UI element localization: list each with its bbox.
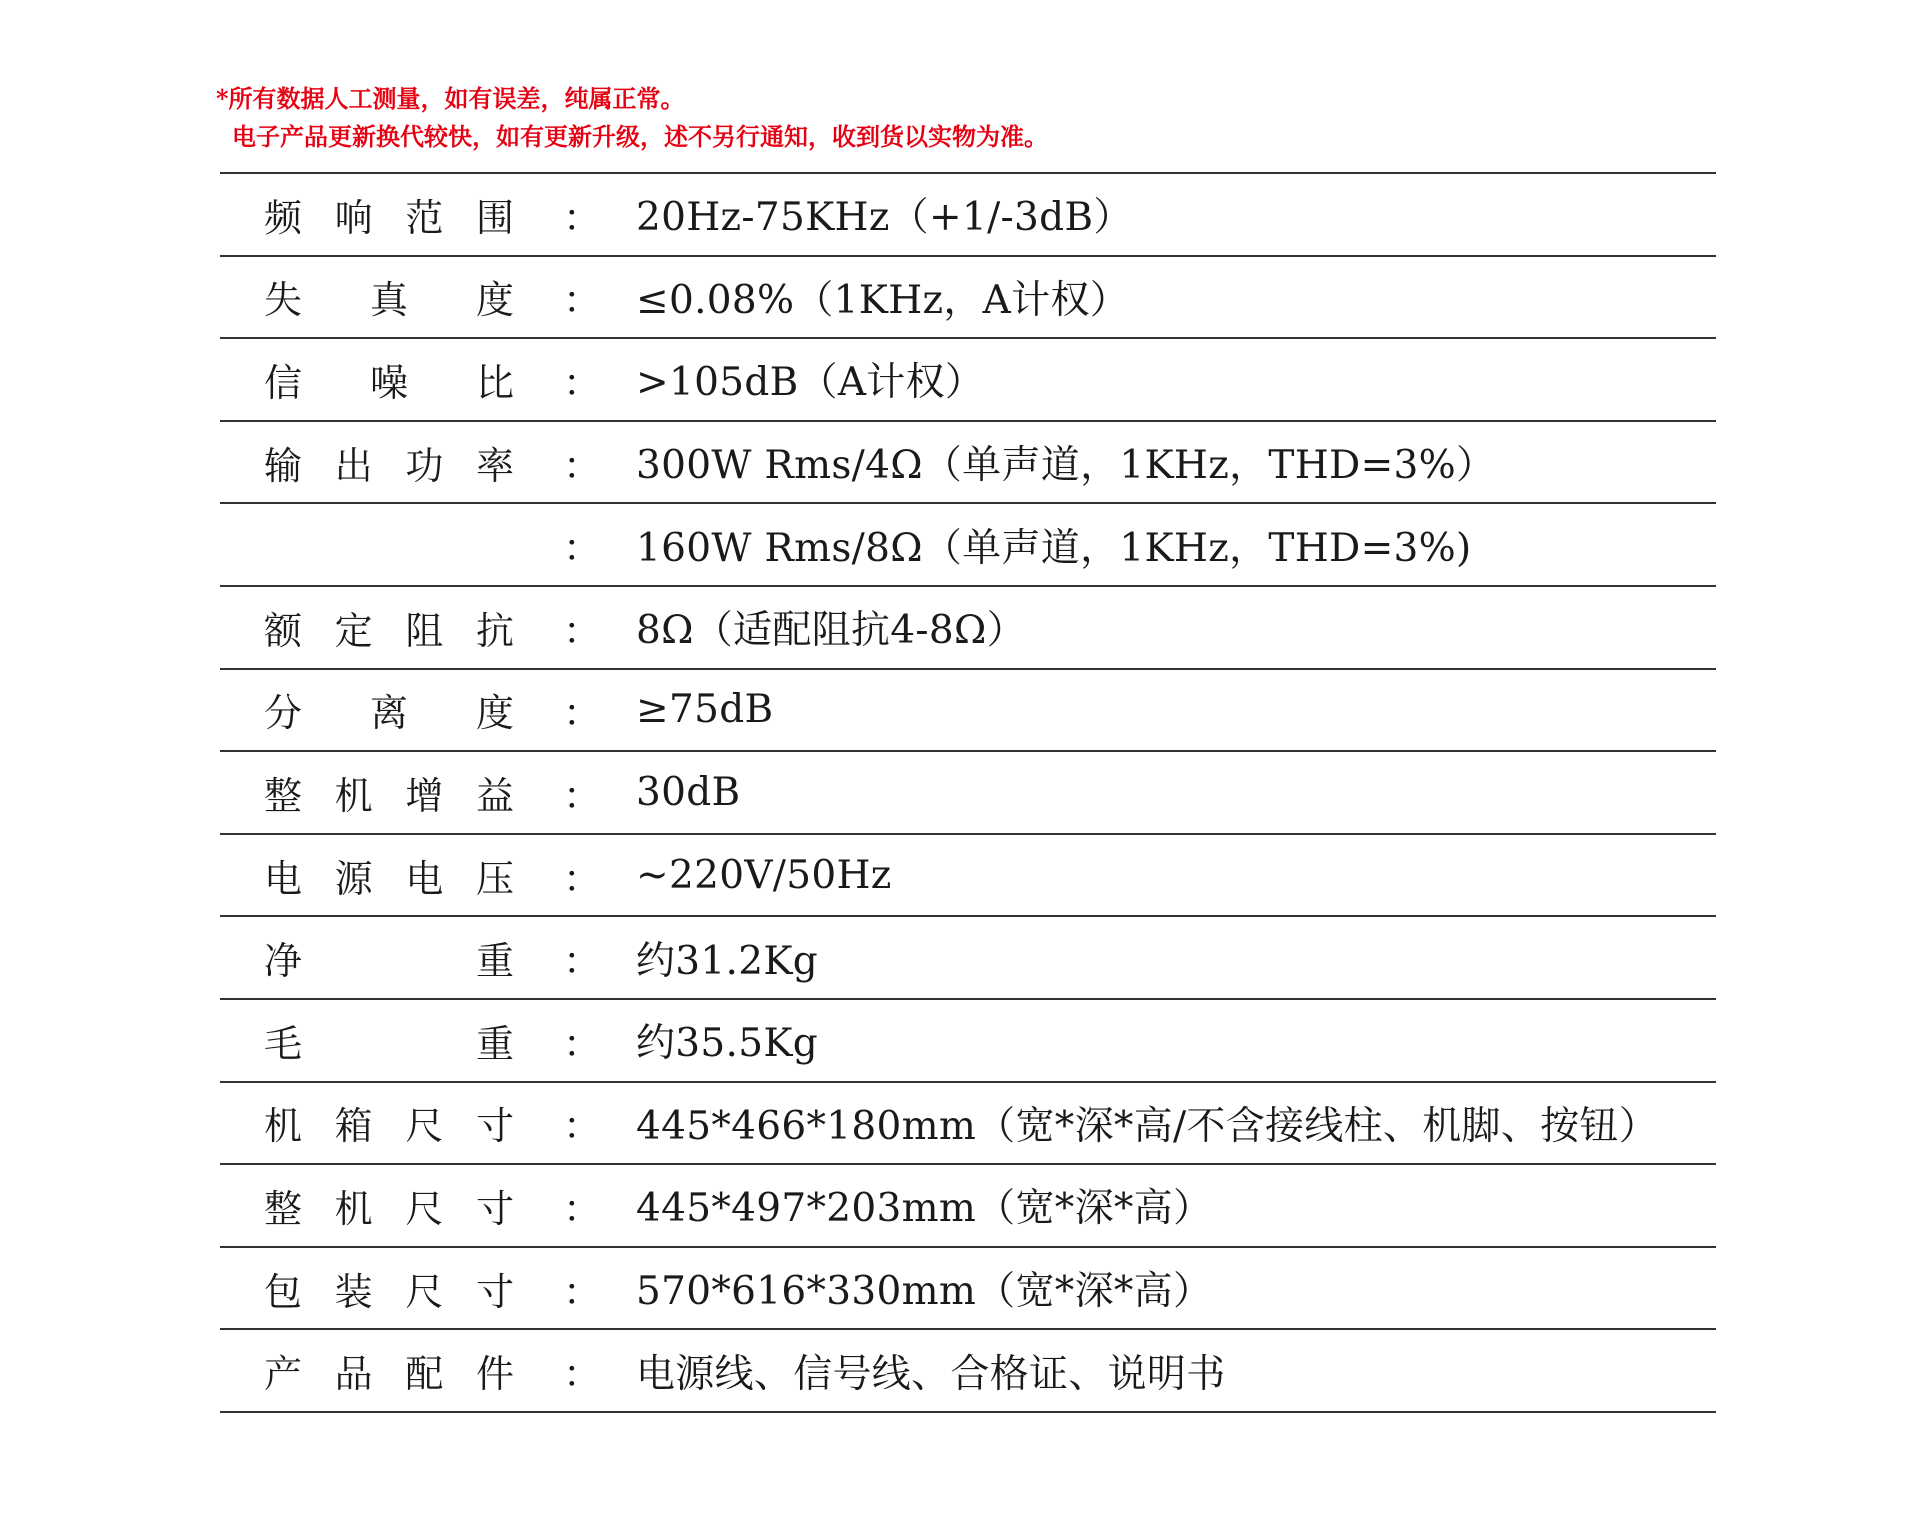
spec-label-char: 额 bbox=[264, 608, 303, 653]
spec-label bbox=[264, 835, 524, 916]
spec-label-chars bbox=[264, 435, 514, 490]
spec-row bbox=[220, 835, 1716, 918]
spec-label-char: 重 bbox=[476, 1021, 515, 1066]
spec-value: 570*616*330mm（宽*深*高） bbox=[636, 1269, 1213, 1315]
spec-value: 约35.5Kg bbox=[636, 1021, 819, 1067]
spec-row bbox=[220, 1083, 1716, 1166]
spec-value: ≥75dB bbox=[636, 687, 774, 733]
spec-label-char: 频 bbox=[264, 195, 303, 240]
spec-label-char: 度 bbox=[476, 278, 515, 323]
spec-label-char bbox=[317, 352, 355, 407]
spec-label-chars bbox=[264, 848, 514, 903]
spec-label-chars bbox=[264, 1261, 514, 1316]
spec-label bbox=[264, 587, 524, 668]
spec-label-char: 比 bbox=[476, 360, 515, 405]
spec-label-char: 出 bbox=[334, 443, 373, 488]
spec-colon: ： bbox=[563, 608, 602, 653]
spec-value: 445*497*203mm（宽*深*高） bbox=[636, 1186, 1213, 1232]
spec-label-char bbox=[423, 269, 461, 324]
spec-label bbox=[264, 752, 524, 833]
spec-label-char bbox=[317, 1013, 355, 1068]
spec-row bbox=[220, 422, 1716, 505]
spec-value: 约31.2Kg bbox=[636, 938, 819, 984]
spec-label-char: 整 bbox=[264, 773, 303, 818]
spec-row bbox=[220, 1000, 1716, 1083]
spec-label-char: 装 bbox=[334, 1269, 373, 1314]
spec-label-char: 电 bbox=[264, 856, 303, 901]
spec-label bbox=[264, 1083, 524, 1164]
spec-colon: ： bbox=[563, 1186, 602, 1231]
spec-label bbox=[264, 339, 524, 420]
spec-label-char: 寸 bbox=[475, 1104, 514, 1149]
spec-label bbox=[264, 670, 524, 751]
spec-label-chars bbox=[264, 1013, 514, 1068]
spec-row bbox=[220, 257, 1716, 340]
spec-row bbox=[220, 1165, 1716, 1248]
spec-colon: ： bbox=[563, 195, 602, 240]
spec-label-char: 电 bbox=[405, 856, 444, 901]
spec-label-chars bbox=[264, 352, 514, 407]
spec-label-char: 信 bbox=[264, 360, 303, 405]
spec-label-char bbox=[423, 1013, 461, 1068]
spec-label-char: 围 bbox=[475, 195, 514, 240]
spec-label-char: 功 bbox=[405, 443, 444, 488]
spec-row bbox=[220, 587, 1716, 670]
spec-label-char bbox=[317, 269, 355, 324]
spec-label-char: 真 bbox=[370, 278, 409, 323]
spec-label-chars bbox=[264, 765, 514, 820]
spec-value: 445*466*180mm（宽*深*高/不含接线柱、机脚、按钮） bbox=[636, 1103, 1659, 1149]
spec-label-chars bbox=[264, 600, 514, 655]
spec-label-chars bbox=[264, 1343, 514, 1398]
spec-label-char bbox=[370, 930, 408, 985]
spec-label-chars bbox=[264, 682, 514, 737]
disclaimer-line-2: 电子产品更新换代较快，如有更新升级，述不另行通知，收到货以实物为准。 bbox=[232, 122, 1048, 151]
disclaimer-line-1: *所有数据人工测量，如有误差，纯属正常。 bbox=[216, 84, 685, 113]
spec-label bbox=[264, 174, 524, 255]
spec-label-chars bbox=[264, 930, 514, 985]
spec-value: 160W Rms/8Ω（单声道，1KHz，THD=3%) bbox=[636, 525, 1472, 571]
spec-colon: ： bbox=[563, 691, 602, 736]
spec-row bbox=[220, 339, 1716, 422]
spec-row bbox=[220, 1248, 1716, 1331]
spec-label bbox=[264, 257, 524, 338]
spec-label-char: 机 bbox=[264, 1104, 303, 1149]
spec-row bbox=[220, 752, 1716, 835]
spec-label-char: 机 bbox=[334, 773, 373, 818]
spec-label-char: 输 bbox=[264, 443, 303, 488]
spec-label-char: 品 bbox=[334, 1352, 373, 1397]
spec-value: >105dB（A计权） bbox=[636, 360, 985, 406]
spec-label-char bbox=[423, 682, 461, 737]
spec-label-char bbox=[370, 1013, 408, 1068]
spec-label bbox=[264, 917, 524, 998]
spec-label bbox=[264, 1248, 524, 1329]
spec-label-char: 整 bbox=[264, 1186, 303, 1231]
spec-label bbox=[264, 1165, 524, 1246]
spec-label-char: 重 bbox=[476, 939, 515, 984]
spec-label-char bbox=[317, 930, 355, 985]
spec-label-char: 离 bbox=[370, 691, 409, 736]
spec-colon: ： bbox=[563, 526, 602, 571]
spec-colon: ： bbox=[563, 443, 602, 488]
spec-row bbox=[220, 670, 1716, 753]
spec-label-char: 源 bbox=[334, 856, 373, 901]
spec-label-chars bbox=[264, 1178, 514, 1233]
spec-label-char: 响 bbox=[334, 195, 373, 240]
spec-value: 300W Rms/4Ω（单声道，1KHz，THD=3%） bbox=[636, 443, 1496, 489]
spec-label-char: 寸 bbox=[475, 1269, 514, 1314]
spec-label-char bbox=[423, 930, 461, 985]
spec-row bbox=[220, 1330, 1716, 1413]
spec-label-char: 件 bbox=[475, 1352, 514, 1397]
spec-label-char bbox=[423, 352, 461, 407]
spec-colon: ： bbox=[563, 1021, 602, 1066]
spec-label bbox=[264, 504, 524, 585]
spec-row bbox=[220, 504, 1716, 587]
spec-label-char: 范 bbox=[405, 195, 444, 240]
spec-colon: ： bbox=[563, 1269, 602, 1314]
spec-colon: ： bbox=[563, 856, 602, 901]
disclaimer-notice bbox=[216, 80, 1048, 156]
spec-label-char: 抗 bbox=[475, 608, 514, 653]
spec-label-char: 毛 bbox=[264, 1021, 303, 1066]
spec-label-char: 尺 bbox=[405, 1104, 444, 1149]
spec-label-char: 分 bbox=[264, 691, 303, 736]
spec-colon: ： bbox=[563, 1104, 602, 1149]
spec-label bbox=[264, 1330, 524, 1411]
spec-label-char: 度 bbox=[476, 691, 515, 736]
spec-colon: ： bbox=[563, 278, 602, 323]
spec-label-char: 产 bbox=[264, 1352, 303, 1397]
spec-label-char: 寸 bbox=[475, 1186, 514, 1231]
spec-colon: ： bbox=[563, 360, 602, 405]
spec-colon: ： bbox=[563, 773, 602, 818]
spec-label-char: 压 bbox=[475, 856, 514, 901]
spec-label-char: 增 bbox=[405, 773, 444, 818]
spec-label-char: 尺 bbox=[405, 1186, 444, 1231]
spec-table bbox=[220, 172, 1716, 1413]
spec-value: 20Hz-75KHz（+1/-3dB） bbox=[636, 195, 1133, 241]
spec-value: ~220V/50Hz bbox=[636, 852, 892, 898]
spec-label-char: 率 bbox=[475, 443, 514, 488]
spec-label bbox=[264, 422, 524, 503]
spec-label-char bbox=[317, 682, 355, 737]
spec-label-char: 包 bbox=[264, 1269, 303, 1314]
spec-label-char: 失 bbox=[264, 278, 303, 323]
spec-label-chars bbox=[264, 269, 514, 324]
spec-label-char: 阻 bbox=[405, 608, 444, 653]
spec-label-char: 噪 bbox=[370, 360, 409, 405]
spec-value: 8Ω（适配阻抗4-8Ω） bbox=[636, 608, 1026, 654]
spec-colon: ： bbox=[563, 939, 602, 984]
spec-label-char: 益 bbox=[475, 773, 514, 818]
spec-label-char: 机 bbox=[334, 1186, 373, 1231]
spec-label-char: 配 bbox=[405, 1352, 444, 1397]
spec-row bbox=[220, 917, 1716, 1000]
spec-label-chars bbox=[264, 1095, 514, 1150]
spec-label-char: 尺 bbox=[405, 1269, 444, 1314]
spec-label-char: 定 bbox=[334, 608, 373, 653]
spec-label bbox=[264, 1000, 524, 1081]
spec-colon: ： bbox=[563, 1352, 602, 1397]
spec-label-char: 箱 bbox=[334, 1104, 373, 1149]
spec-label-chars bbox=[264, 187, 514, 242]
spec-label-char: 净 bbox=[264, 939, 303, 984]
spec-value: 电源线、信号线、合格证、说明书 bbox=[636, 1351, 1226, 1397]
spec-row bbox=[220, 174, 1716, 257]
spec-value: ≤0.08%（1KHz，A计权） bbox=[636, 277, 1130, 323]
spec-value: 30dB bbox=[636, 769, 741, 815]
